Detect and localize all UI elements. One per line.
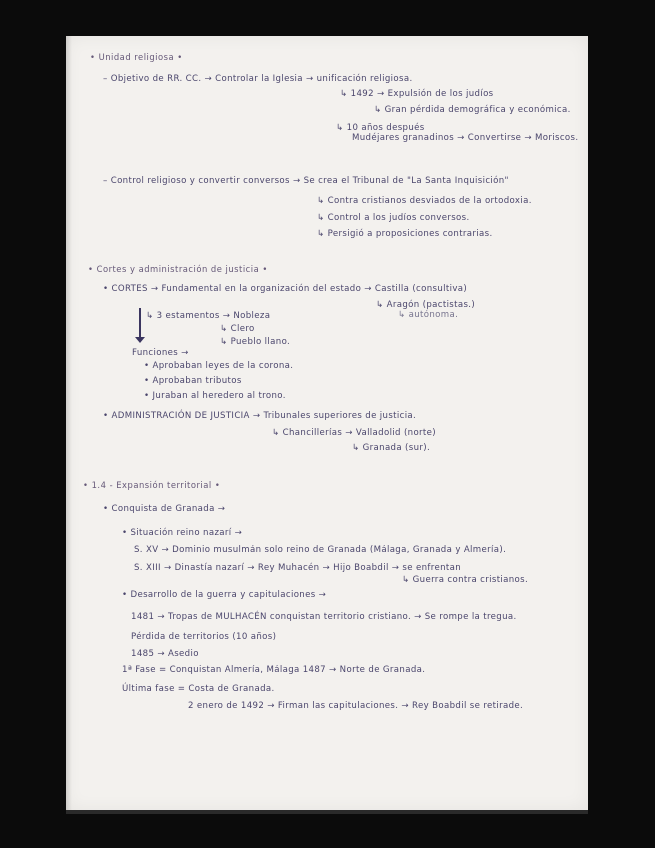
heading-unidad-religiosa: • Unidad religiosa •	[90, 52, 183, 62]
bracket-line	[139, 308, 141, 340]
line-objetivo: – Objetivo de RR. CC. → Controlar la Iglesia → unificación religiosa.	[103, 74, 413, 84]
line-juraban: • Juraban al heredero al trono.	[144, 391, 286, 401]
line-pueblo-llano: ↳ Pueblo llano.	[220, 337, 291, 347]
line-autonoma: ↳ autónoma.	[398, 310, 459, 320]
line-ultima-fase: Última fase = Costa de Granada.	[122, 684, 275, 694]
line-administracion-justicia: • ADMINISTRACIÓN DE JUSTICIA → Tribunales superiores de justicia.	[103, 411, 417, 421]
line-perdida-territorios: Pérdida de territorios (10 años)	[131, 632, 277, 642]
bracket-arrow-icon	[135, 337, 145, 343]
line-diez-anos: ↳ 10 años después	[336, 123, 425, 133]
page-bottom-edge	[66, 810, 588, 814]
line-1485: 1485 → Asedio	[131, 649, 199, 659]
line-siglo-xv: S. XV → Dominio musulmán solo reino de Granada (Málaga, Granada y Almería).	[134, 545, 507, 555]
line-siglo-xiii: S. XIII → Dinastía nazarí → Rey Muhacén → Hijo Boabdil → se enfrentan	[134, 563, 462, 573]
line-aragon: ↳ Aragón (pactistas.)	[376, 300, 476, 310]
line-aprobaban-leyes: • Aprobaban leyes de la corona.	[144, 361, 294, 371]
heading-expansion-territorial: • 1.4 - Expansión territorial •	[83, 480, 221, 490]
line-situacion-nazari: • Situación reino nazarí →	[122, 528, 243, 538]
line-expulsion: ↳ 1492 → Expulsión de los judíos	[340, 89, 494, 99]
line-control-judios: ↳ Control a los judíos conversos.	[317, 213, 470, 223]
line-granada-sur: ↳ Granada (sur).	[352, 443, 431, 453]
line-perdida: ↳ Gran pérdida demográfica y económica.	[374, 105, 571, 115]
line-conquista-granada: • Conquista de Granada →	[103, 504, 226, 514]
line-desarrollo-guerra: • Desarrollo de la guerra y capitulaciones →	[122, 590, 327, 600]
line-contra-cristianos: ↳ Contra cristianos desviados de la ortodoxia.	[317, 196, 532, 206]
line-mudejares: Mudéjares granadinos → Convertirse → Moriscos.	[352, 133, 579, 143]
page-edge-shadow	[66, 36, 72, 810]
line-guerra-cristianos: ↳ Guerra contra cristianos.	[402, 575, 529, 585]
line-persigio: ↳ Persigió a proposiciones contrarias.	[317, 229, 493, 239]
line-control-religioso: – Control religioso y convertir conversos → Se crea el Tribunal de "La Santa Inquisición"	[103, 176, 509, 186]
line-estamentos: ↳ 3 estamentos → Nobleza	[146, 311, 271, 321]
line-primera-fase: 1ª Fase = Conquistan Almería, Málaga 1487 → Norte de Granada.	[122, 665, 426, 675]
line-funciones: Funciones →	[132, 348, 189, 358]
line-1481: 1481 → Tropas de MULHACÉN conquistan territorio cristiano. → Se rompe la tregua.	[131, 612, 517, 622]
line-2-enero-1492: 2 enero de 1492 → Firman las capitulaciones. → Rey Boabdil se retirade.	[188, 701, 524, 711]
line-chancillerias: ↳ Chancillerías → Valladolid (norte)	[272, 428, 436, 438]
heading-cortes-justicia: • Cortes y administración de justicia •	[88, 264, 268, 274]
line-cortes: • CORTES → Fundamental en la organización del estado → Castilla (consultiva)	[103, 284, 468, 294]
line-aprobaban-tributos: • Aprobaban tributos	[144, 376, 242, 386]
line-clero: ↳ Clero	[220, 324, 255, 334]
